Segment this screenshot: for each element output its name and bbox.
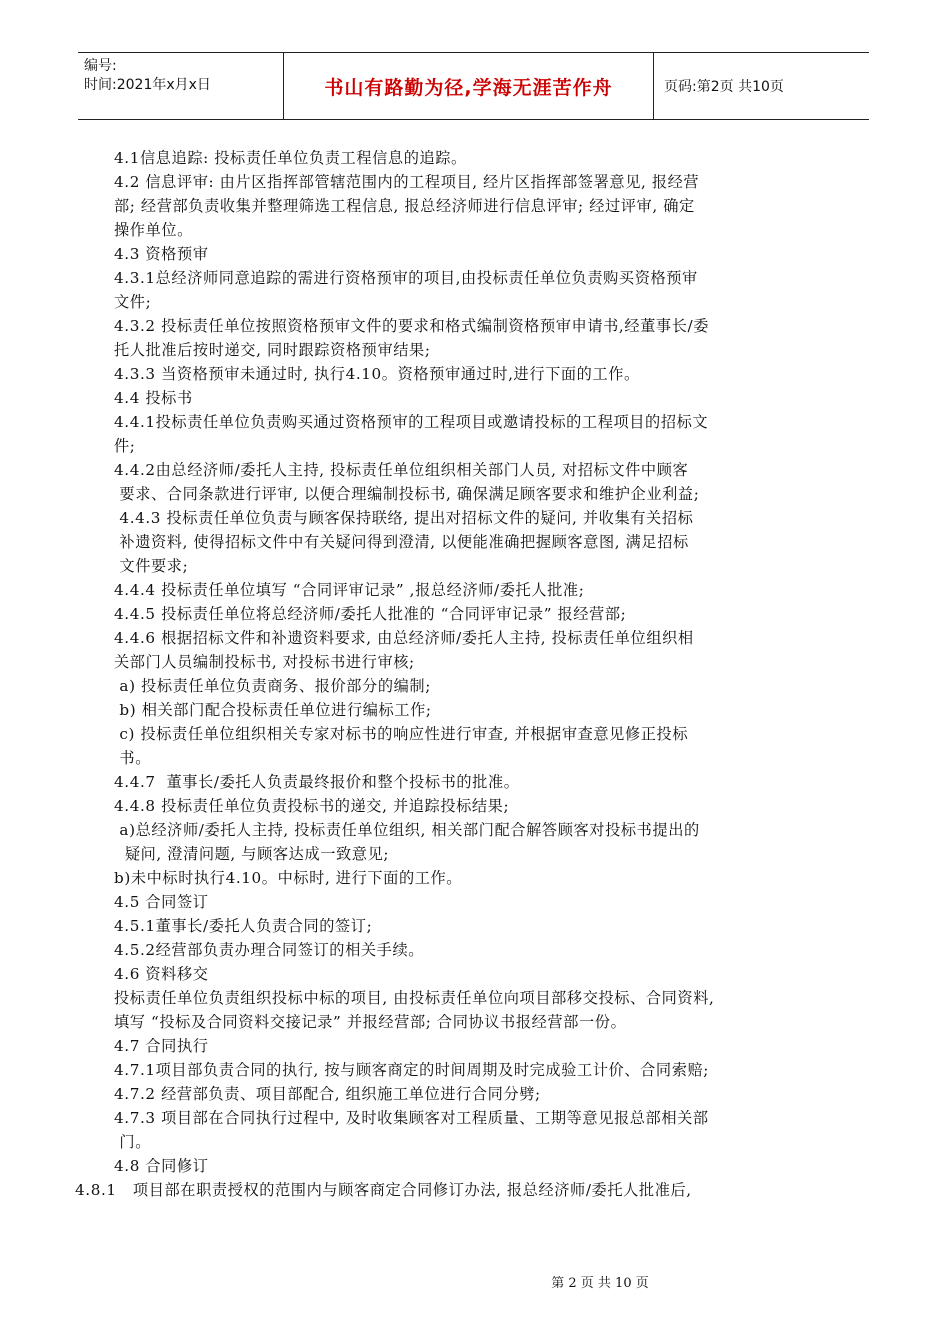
text-line: 填写 “投标及合同资料交接记录” 并报经营部; 合同协议书报经营部一份。 <box>114 1013 627 1031</box>
text-line: 补遗资料, 使得招标文件中有关疑问得到澄清, 以便能准确把握顾客意图, 满足招标 <box>114 533 689 551</box>
text-line: 4.4.8 投标责任单位负责投标书的递交, 并追踪投标结果; <box>114 797 510 815</box>
header-page-info: 页码:第2页 共10页 <box>664 79 784 95</box>
header-slogan: 书山有路勤为径,学海无涯苦作舟 <box>284 53 654 119</box>
text-line: 门。 <box>114 1133 152 1151</box>
text-line: 4.2 信息评审: 由片区指挥部管辖范围内的工程项目, 经片区指挥部签署意见, 报经营 <box>114 173 700 191</box>
header-meta <box>78 53 284 119</box>
text-line: 4.6 资料移交 <box>114 965 209 983</box>
text-line: a) 投标责任单位负责商务、报价部分的编制; <box>114 677 431 695</box>
text-line: 托人批准后按时递交, 同时跟踪资格预审结果; <box>114 341 431 359</box>
text-line: 4.7 合同执行 <box>114 1037 209 1055</box>
text-line: 4.1信息追踪: 投标责任单位负责工程信息的追踪。 <box>114 149 467 167</box>
document-number-label: 编号: <box>84 58 117 74</box>
text-line: 疑问, 澄清问题, 与顾客达成一致意见; <box>114 845 390 863</box>
text-line: 4.4.1投标责任单位负责购买通过资格预审的工程项目或邀请投标的工程项目的招标文 <box>114 413 709 431</box>
text-line: b)未中标时执行4.10。中标时, 进行下面的工作。 <box>114 869 463 887</box>
text-line: 4.4.2由总经济师/委托人主持, 投标责任单位组织相关部门人员, 对招标文件中顾客 <box>114 461 689 479</box>
text-line: 4.4.4 投标责任单位填写 “合同评审记录” ,报总经济师/委托人批准; <box>114 581 585 599</box>
page-footer: 第 2 页 共 10 页 <box>551 1276 649 1291</box>
text-line: 4.8 合同修订 <box>114 1157 209 1175</box>
text-line: 部; 经营部负责收集并整理筛选工程信息, 报总经济师进行信息评审; 经过评审, 确定 <box>114 197 695 215</box>
text-line: 4.3.2 投标责任单位按照资格预审文件的要求和格式编制资格预审申请书,经董事长/委 <box>114 317 709 335</box>
text-line: 投标责任单位负责组织投标中标的项目, 由投标责任单位向项目部移交投标、合同资料, <box>114 989 715 1007</box>
text-line: 4.7.2 经营部负责、项目部配合, 组织施工单位进行合同分劈; <box>114 1085 541 1103</box>
text-line: 4.3.1总经济师同意追踪的需进行资格预审的项目,由投标责任单位负责购买资格预审 <box>114 269 698 287</box>
text-line: 4.7.1项目部负责合同的执行, 按与顾客商定的时间周期及时完成验工计价、合同索赔; <box>114 1061 709 1079</box>
text-line: 4.5.1董事长/委托人负责合同的签订; <box>114 917 373 935</box>
text-line: 4.8.1 项目部在职责授权的范围内与顾客商定合同修订办法, 报总经济师/委托人批准后, <box>75 1181 692 1199</box>
text-line: 4.4 投标书 <box>114 389 193 407</box>
text-line: c) 投标责任单位组织相关专家对标书的响应性进行审查, 并根据审查意见修正投标 <box>114 725 689 743</box>
text-line: 要求、合同条款进行评审, 以便合理编制投标书, 确保满足顾客要求和维护企业利益; <box>114 485 700 503</box>
text-line: 操作单位。 <box>114 221 193 239</box>
text-line: 4.5 合同签订 <box>114 893 209 911</box>
text-line: 文件要求; <box>114 557 189 575</box>
text-line: 4.7.3 项目部在合同执行过程中, 及时收集顾客对工程质量、工期等意见报总部相关部 <box>114 1109 709 1127</box>
document-body <box>75 146 844 1202</box>
text-line: 4.5.2经营部负责办理合同签订的相关手续。 <box>114 941 425 959</box>
text-line: 4.4.3 投标责任单位负责与顾客保持联络, 提出对招标文件的疑问, 并收集有关招标 <box>114 509 694 527</box>
text-line: 件; <box>114 437 136 455</box>
text-line: 4.4.6 根据招标文件和补遗资料要求, 由总经济师/委托人主持, 投标责任单位组织相 <box>114 629 694 647</box>
page-header <box>78 52 869 120</box>
text-line: b) 相关部门配合投标责任单位进行编标工作; <box>114 701 432 719</box>
document-date: 时间:2021年x月x日 <box>84 77 211 93</box>
text-line: 4.4.7 董事长/委托人负责最终报价和整个投标书的批准。 <box>114 773 520 791</box>
text-line: 文件; <box>114 293 152 311</box>
text-line: 4.3.3 当资格预审未通过时, 执行4.10。资格预审通过时,进行下面的工作。 <box>114 365 640 383</box>
text-line: 关部门人员编制投标书, 对投标书进行审核; <box>114 653 415 671</box>
text-line: a)总经济师/委托人主持, 投标责任单位组织, 相关部门配合解答顾客对投标书提出的 <box>114 821 700 839</box>
text-line: 4.4.5 投标责任单位将总经济师/委托人批准的 “合同评审记录” 报经营部; <box>114 605 627 623</box>
text-line: 书。 <box>114 749 152 767</box>
text-line: 4.3 资格预审 <box>114 245 209 263</box>
